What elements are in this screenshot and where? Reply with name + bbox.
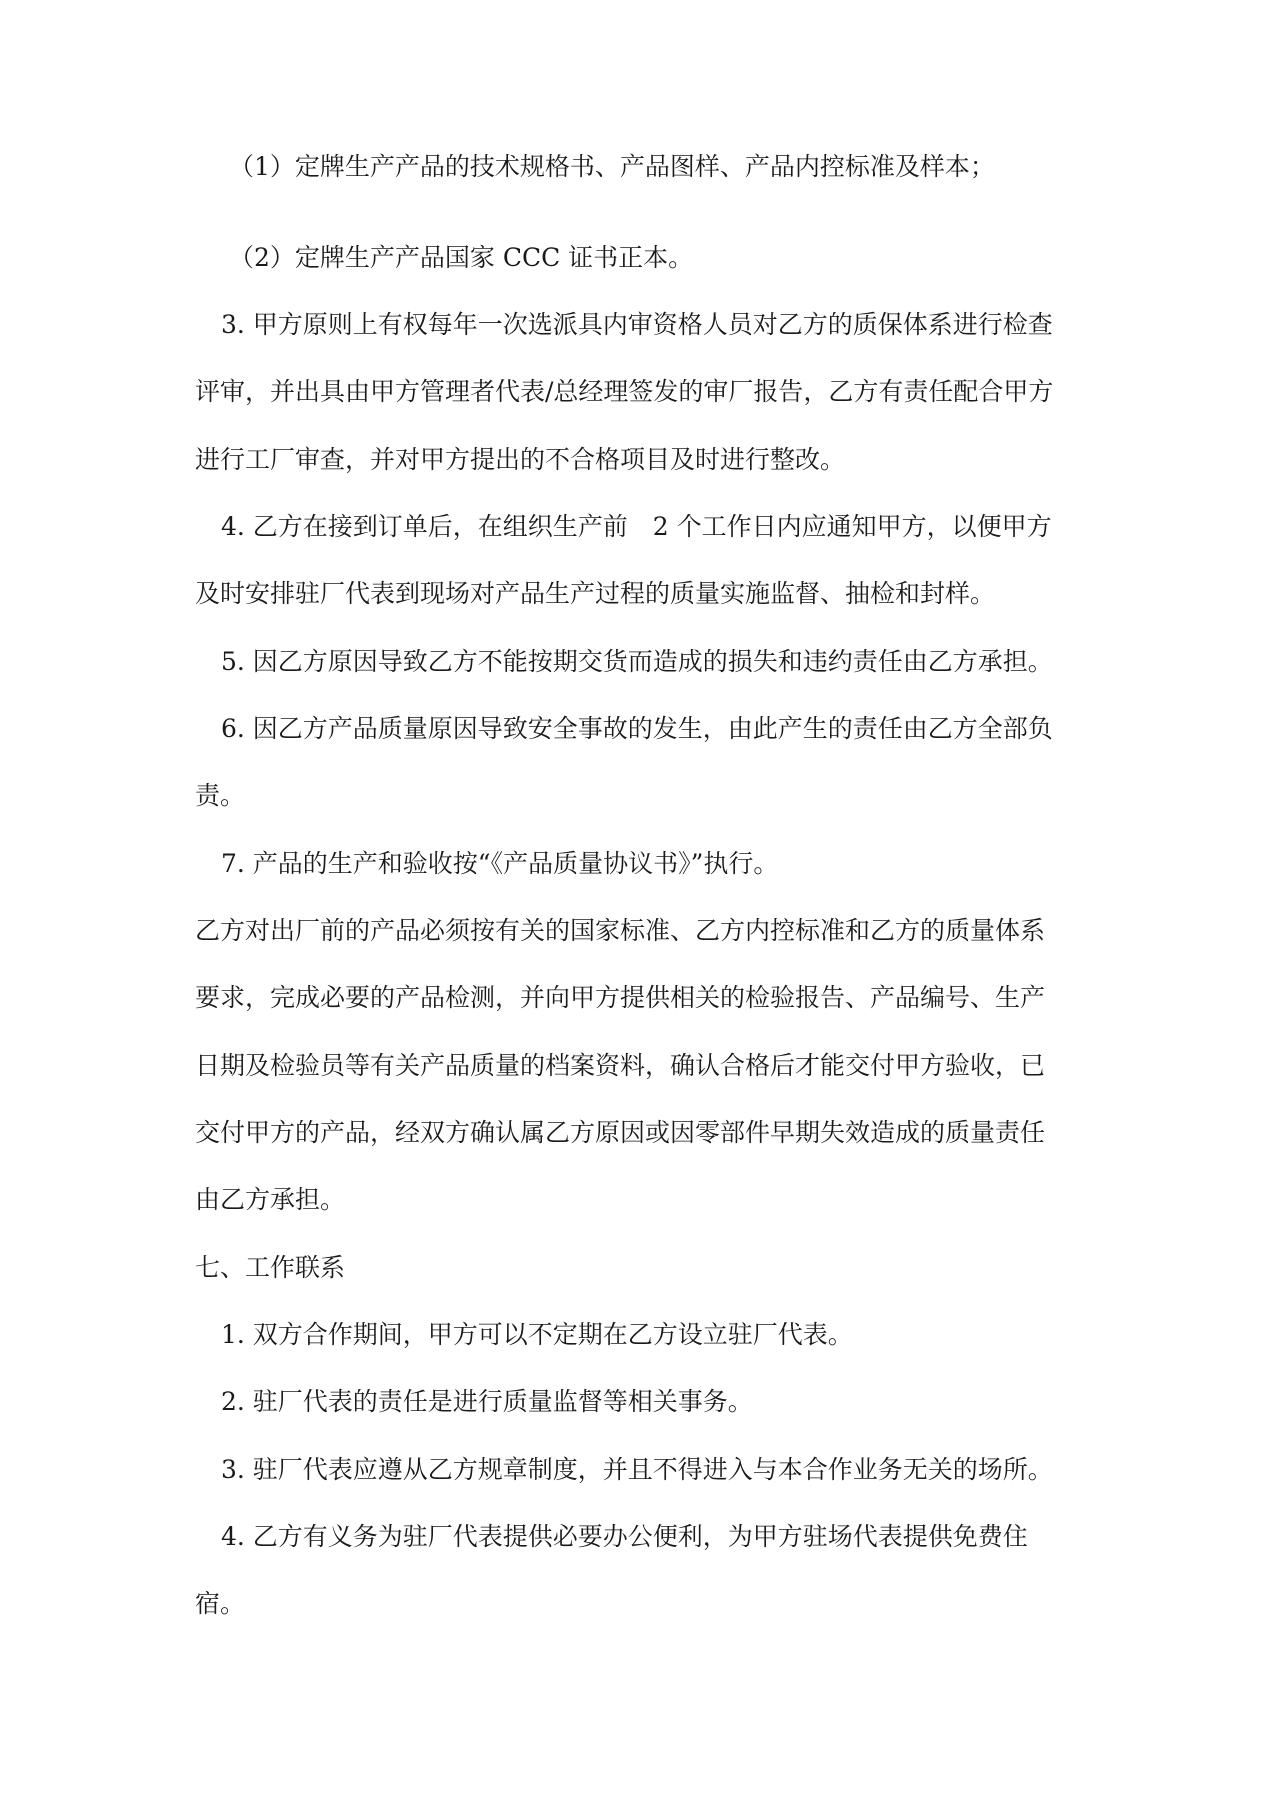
text-line: 6. 因乙方产品质量原因导致安全事故的发生，由此产生的责任由乙方全部负 xyxy=(221,714,1053,743)
text-line: 2. 驻厂代表的责任是进行质量监督等相关事务。 xyxy=(221,1387,753,1416)
text-line: 5. 因乙方原因导致乙方不能按期交货而造成的损失和违约责任由乙方承担。 xyxy=(221,647,1053,676)
text-line: 4. 乙方在接到订单后，在组织生产前 2 个工作日内应通知甲方，以便甲方 xyxy=(221,512,1052,541)
text-line: 交付甲方的产品，经双方确认属乙方原因或因零部件早期失效造成的质量责任 xyxy=(195,1118,1046,1147)
text-line: 宿。 xyxy=(195,1589,246,1618)
text-line: 乙方对出厂前的产品必须按有关的国家标准、乙方内控标准和乙方的质量体系 xyxy=(195,916,1046,945)
text-line: 进行工厂审查，并对甲方提出的不合格项目及时进行整改。 xyxy=(195,445,846,474)
text-line: 7. 产品的生产和验收按“《产品质量协议书》”执行。 xyxy=(221,849,779,878)
text-line: 要求，完成必要的产品检测，并向甲方提供相关的检验报告、产品编号、生产 xyxy=(195,983,1046,1012)
text-line: 4. 乙方有义务为驻厂代表提供必要办公便利，为甲方驻场代表提供免费住 xyxy=(221,1522,1028,1551)
text-line: （1）定牌生产产品的技术规格书、产品图样、产品内控标准及样本； xyxy=(229,152,995,181)
text-line: 由乙方承担。 xyxy=(195,1185,346,1214)
text-line: 日期及检验员等有关产品质量的档案资料，确认合格后才能交付甲方验收，已 xyxy=(195,1051,1046,1080)
section-heading: 七、工作联系 xyxy=(195,1253,346,1282)
text-line: 及时安排驻厂代表到现场对产品生产过程的质量实施监督、抽检和封样。 xyxy=(195,579,996,608)
text-line: （2）定牌生产产品国家 CCC 证书正本。 xyxy=(229,243,694,272)
text-line: 3. 驻厂代表应遵从乙方规章制度，并且不得进入与本合作业务无关的场所。 xyxy=(221,1455,1053,1484)
text-line: 3. 甲方原则上有权每年一次选派具内审资格人员对乙方的质保体系进行检查 xyxy=(221,310,1053,339)
text-line: 责。 xyxy=(195,781,246,810)
text-line: 评审，并出具由甲方管理者代表/总经理签发的审厂报告，乙方有责任配合甲方 xyxy=(195,377,1054,406)
text-line: 1. 双方合作期间，甲方可以不定期在乙方设立驻厂代表。 xyxy=(221,1320,853,1349)
